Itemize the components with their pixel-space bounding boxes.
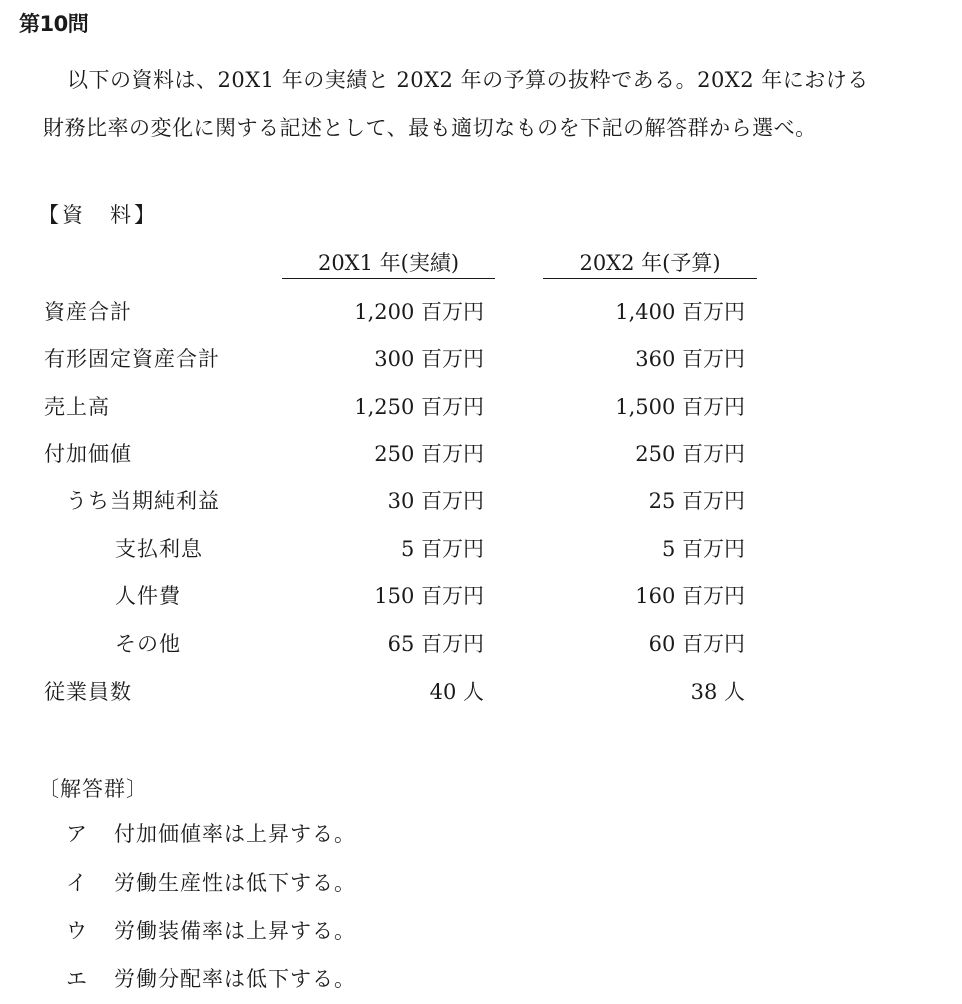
answer-text: 労働装備率は上昇する。 xyxy=(114,919,356,943)
value-20x2: 360 百万円 xyxy=(635,347,745,371)
answer-text: 付加価値率は上昇する。 xyxy=(114,822,356,846)
column-header-20x2: 20X2 年(予算) xyxy=(543,250,757,279)
answer-key: ウ xyxy=(66,919,88,943)
table-row xyxy=(0,629,962,659)
answer-key: エ xyxy=(66,967,88,991)
intro-line-1: 以下の資料は、20X1 年の実績と 20X2 年の予算の抜粋である。20X2 年における xyxy=(67,68,869,92)
table-row xyxy=(0,581,962,611)
row-label: 付加価値 xyxy=(44,442,132,466)
material-label: 【資 料】 xyxy=(38,203,158,227)
value-20x2: 250 百万円 xyxy=(635,442,745,466)
answer-key: イ xyxy=(66,871,88,895)
row-label: 人件費 xyxy=(115,584,181,608)
value-20x1: 5 百万円 xyxy=(400,537,484,561)
value-20x1: 65 百万円 xyxy=(387,632,484,656)
value-20x1: 40 人 xyxy=(429,680,484,704)
answer-option-e xyxy=(66,963,356,995)
question-title: 第10問 xyxy=(19,12,89,36)
value-20x1: 150 百万円 xyxy=(374,584,484,608)
value-20x2: 5 百万円 xyxy=(661,537,745,561)
value-20x1: 30 百万円 xyxy=(387,489,484,513)
value-20x1: 250 百万円 xyxy=(374,442,484,466)
question-intro xyxy=(43,56,943,152)
value-20x2: 38 人 xyxy=(690,680,745,704)
value-20x1: 300 百万円 xyxy=(374,347,484,371)
table-row xyxy=(0,534,962,564)
value-20x2: 1,500 百万円 xyxy=(615,395,745,419)
value-20x2: 160 百万円 xyxy=(635,584,745,608)
value-20x2: 60 百万円 xyxy=(648,632,745,656)
answer-option-a xyxy=(66,818,356,850)
table-row xyxy=(0,344,962,374)
table-row xyxy=(0,677,962,707)
row-label: その他 xyxy=(115,632,181,656)
row-label: 有形固定資産合計 xyxy=(44,347,220,371)
value-20x1: 1,250 百万円 xyxy=(354,395,484,419)
row-label: 売上高 xyxy=(44,395,110,419)
row-label: 支払利息 xyxy=(115,537,203,561)
answer-key: ア xyxy=(66,822,88,846)
value-20x2: 25 百万円 xyxy=(648,489,745,513)
answer-option-u xyxy=(66,915,356,947)
row-label: うち当期純利益 xyxy=(66,489,220,513)
answer-text: 労働分配率は低下する。 xyxy=(114,967,356,991)
answers-label: 〔解答群〕 xyxy=(38,777,148,801)
table-row xyxy=(0,439,962,469)
row-label: 従業員数 xyxy=(44,680,132,704)
value-20x1: 1,200 百万円 xyxy=(354,300,484,324)
column-header-20x1: 20X1 年(実績) xyxy=(282,250,495,279)
table-row xyxy=(0,392,962,422)
row-label: 資産合計 xyxy=(44,300,132,324)
table-row xyxy=(0,486,962,516)
table-row xyxy=(0,297,962,327)
answer-option-i xyxy=(66,867,356,899)
intro-line-2: 財務比率の変化に関する記述として、最も適切なものを下記の解答群から選べ。 xyxy=(43,116,817,140)
answer-text: 労働生産性は低下する。 xyxy=(114,871,356,895)
value-20x2: 1,400 百万円 xyxy=(615,300,745,324)
